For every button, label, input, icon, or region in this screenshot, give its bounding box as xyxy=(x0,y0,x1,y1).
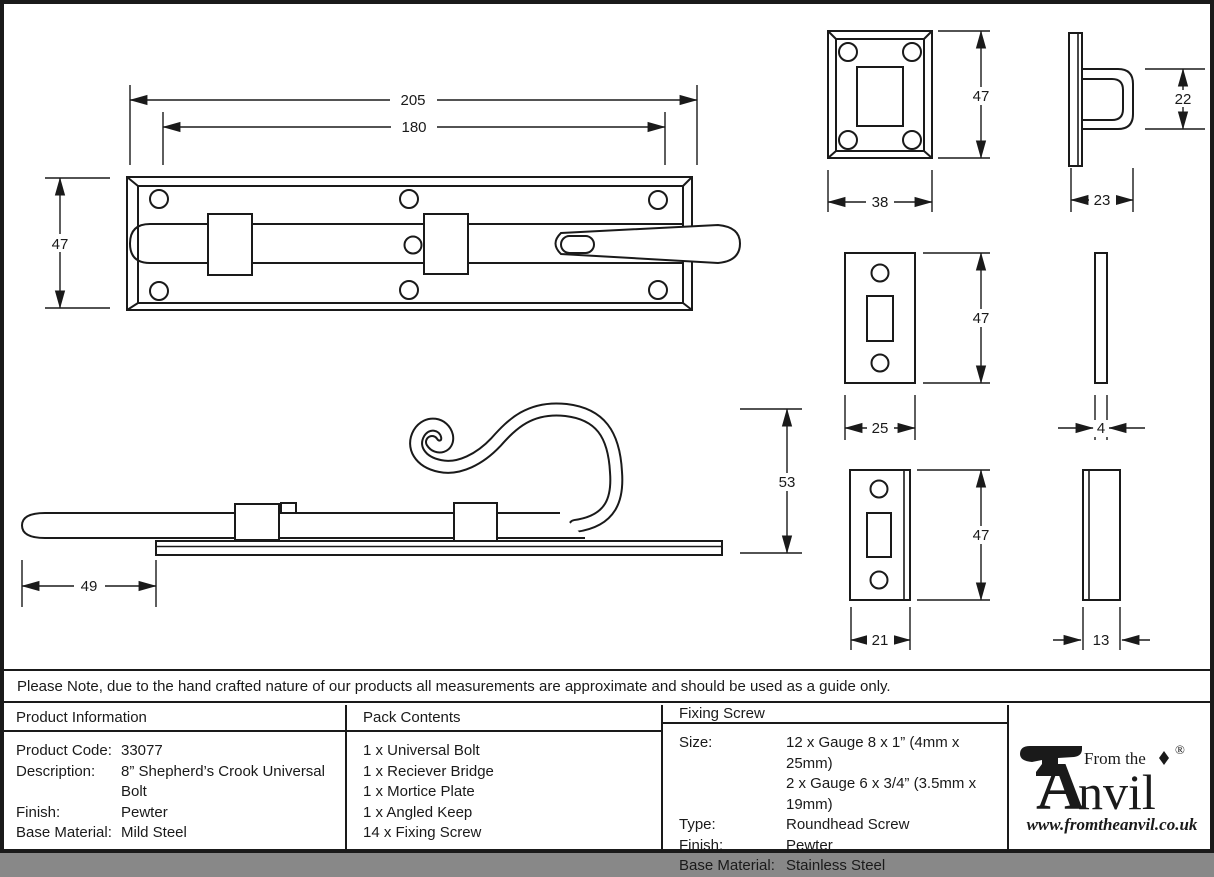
screw-hole xyxy=(839,131,857,149)
dimension-label: 180 xyxy=(401,119,427,136)
measurement-note: Please Note, due to the hand crafted nature of our products all measurements are approximate and should be used as a guide only. xyxy=(17,677,891,695)
brand-prefix: From the xyxy=(1083,749,1146,768)
screw-hole xyxy=(839,43,857,61)
row-value: 33077 xyxy=(121,742,163,759)
dimension-label: 4 xyxy=(1096,420,1106,437)
slide-bracket-side xyxy=(454,503,497,541)
row-label: Base Material: xyxy=(16,824,112,841)
screw-hole xyxy=(649,191,667,209)
screw-hole xyxy=(871,481,888,498)
anvil-icon xyxy=(1020,746,1085,824)
row-label: Finish: xyxy=(16,803,61,821)
mortice-plate-side-view xyxy=(1095,253,1107,383)
row-label: Product Code: xyxy=(16,742,112,759)
pack-item: 1 x Mortice Plate xyxy=(363,783,475,800)
table-row xyxy=(16,741,345,762)
angled-keep-side-view xyxy=(1083,470,1120,600)
bolt-rod-side xyxy=(22,513,585,538)
universal-bolt-side-view xyxy=(22,409,722,555)
pack-item: 1 x Reciever Bridge xyxy=(363,762,494,780)
dimension-lines-mortice-front xyxy=(845,253,990,440)
pack-item: 1 x Angled Keep xyxy=(363,803,473,821)
dimension-label: 47 xyxy=(972,88,990,105)
row-label: Description: xyxy=(16,762,96,780)
registered-mark: ® xyxy=(1174,742,1185,757)
dimension-lines-main xyxy=(45,85,697,308)
pack-item: 1 x Universal Bolt xyxy=(363,742,480,759)
row-label: Finish: xyxy=(679,836,724,854)
screw-hole xyxy=(400,281,418,299)
dimension-label: 47 xyxy=(972,310,990,327)
fixing-screw-header: Fixing Screw xyxy=(663,705,1007,724)
screw-hole xyxy=(400,190,418,208)
bridge-opening xyxy=(857,67,903,126)
fixing-screw-column xyxy=(663,705,1009,874)
dimension-label: 205 xyxy=(400,92,426,109)
dimension-label: 21 xyxy=(871,632,889,649)
receiver-bridge-front-view xyxy=(828,31,932,158)
product-spec-table xyxy=(0,705,1214,874)
screw-hole xyxy=(903,43,921,61)
dimension-label: 49 xyxy=(80,578,98,595)
table-row xyxy=(679,856,1007,877)
table-row xyxy=(679,733,1007,774)
table-row xyxy=(16,823,345,844)
table-row xyxy=(679,836,1007,857)
dimension-lines-bridge-front xyxy=(828,31,990,212)
dimension-label: 13 xyxy=(1092,632,1110,649)
from-the-anvil-logo xyxy=(1012,714,1212,840)
dimension-lines-keep-front xyxy=(851,470,990,650)
slide-bracket-side xyxy=(235,504,279,540)
screw-hole xyxy=(649,281,667,299)
bracket-tab xyxy=(281,503,296,513)
table-row xyxy=(679,774,1007,815)
row-value: Pewter xyxy=(121,803,168,821)
dimension-label: 23 xyxy=(1093,192,1111,209)
table-row xyxy=(16,803,345,824)
brand-logo-cell xyxy=(1009,705,1214,849)
dimension-label: 47 xyxy=(972,527,990,544)
base-plate-side xyxy=(156,541,722,555)
product-information-header: Product Information xyxy=(0,705,345,732)
pack-contents-header: Pack Contents xyxy=(347,705,661,732)
row-value: Stainless Steel xyxy=(786,857,886,874)
row-label: Size: xyxy=(679,734,713,751)
row-value: 12 x Gauge 8 x 1” (4mm x 25mm) xyxy=(786,734,960,772)
dimension-label: 47 xyxy=(51,236,69,253)
row-label: Type: xyxy=(679,816,716,833)
mortice-plate-front-view xyxy=(845,253,915,383)
slide-bracket xyxy=(208,214,252,275)
svg-text:A: A xyxy=(1035,748,1085,824)
screw-hole xyxy=(150,190,168,208)
slide-bracket xyxy=(424,214,468,274)
table-row xyxy=(679,815,1007,836)
pack-contents-column xyxy=(347,705,663,849)
dimension-label: 25 xyxy=(871,420,889,437)
universal-bolt-plan-view xyxy=(127,177,740,310)
diamond-icon xyxy=(1159,751,1169,765)
dimension-label: 38 xyxy=(871,194,889,211)
table-row xyxy=(16,762,345,803)
screw-hole xyxy=(903,131,921,149)
product-information-column xyxy=(0,705,347,849)
row-value: 2 x Gauge 6 x 3/4” (3.5mm x 19mm) xyxy=(786,775,977,813)
measurement-note-bar xyxy=(0,669,1214,703)
receiver-bridge-side-view xyxy=(1069,33,1133,166)
screw-hole xyxy=(872,355,889,372)
brand-url: www.fromtheanvil.co.uk xyxy=(1026,815,1197,834)
row-value: Mild Steel xyxy=(121,824,187,841)
bolt-slot xyxy=(867,296,893,341)
row-value: Pewter xyxy=(786,836,833,854)
angled-keep-front-view xyxy=(850,470,910,600)
row-label xyxy=(679,774,786,815)
dimension-label: 22 xyxy=(1174,91,1192,108)
dimension-label: 53 xyxy=(778,474,796,491)
bolt-slot xyxy=(867,513,891,557)
row-value: 8” Shepherd’s Crook Universal Bolt xyxy=(121,762,325,800)
screw-hole xyxy=(150,282,168,300)
screw-hole xyxy=(872,265,889,282)
brand-name-rest: nvil xyxy=(1077,764,1156,820)
handle-slot xyxy=(561,236,594,253)
screw-hole xyxy=(405,237,422,254)
row-label: Base Material: xyxy=(679,857,775,874)
screw-hole xyxy=(871,572,888,589)
pack-item: 14 x Fixing Screw xyxy=(363,824,482,841)
row-value: Roundhead Screw xyxy=(786,816,910,833)
